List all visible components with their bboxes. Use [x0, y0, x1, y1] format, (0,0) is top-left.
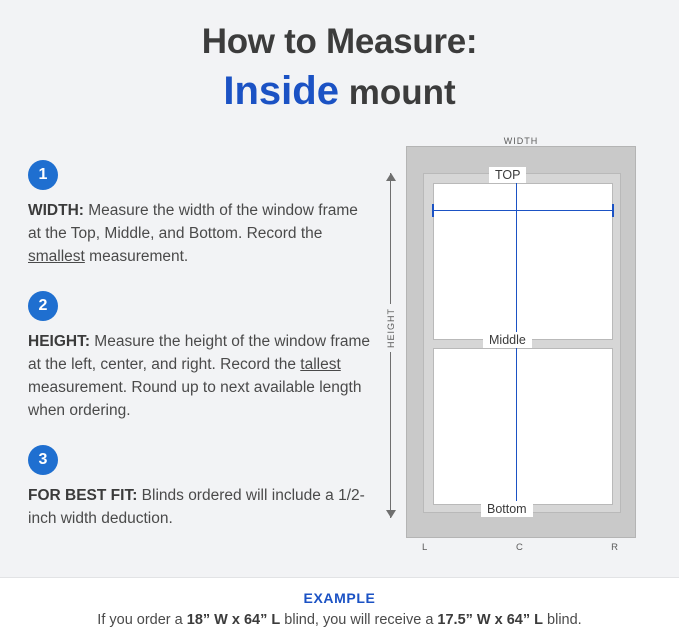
height-arrow-top-cap-icon	[386, 173, 396, 181]
step-2-badge: 2	[28, 291, 58, 321]
example-text-part1: If you order a	[97, 612, 187, 628]
measure-label-middle: Middle	[483, 332, 532, 348]
axis-letter-left: L	[422, 542, 428, 553]
example-order-size: 18” W x 64” L	[186, 612, 281, 628]
step-2-text-part1: Measure the height of the window frame at the left, center, and right. Record the	[28, 332, 371, 373]
width-dimension-label	[406, 136, 636, 146]
step-1-text-part2: measurement.	[84, 247, 189, 265]
step-1	[28, 160, 373, 269]
example-received-size: 17.5” W x 64” L	[437, 612, 543, 628]
measure-label-top: TOP	[489, 167, 526, 183]
step-2-label: HEIGHT:	[28, 332, 90, 350]
step-2-underlined: tallest	[300, 355, 341, 373]
guide-line-width-top	[432, 210, 614, 211]
title-line-2	[0, 66, 679, 116]
step-3-text-part1: Blinds ordered will include a 1/2-inch width deduction.	[28, 486, 365, 527]
example-text-part2: blind, you will receive a	[280, 612, 438, 628]
title-line-1: How to Measure:	[201, 22, 478, 61]
example-text	[0, 612, 679, 628]
guide-tick-width-top-right	[612, 204, 614, 217]
axis-letter-right: R	[611, 542, 618, 553]
step-2-text	[28, 331, 373, 423]
steps-list	[28, 160, 373, 552]
step-1-underlined: smallest	[28, 247, 85, 265]
example-title: EXAMPLE	[303, 590, 376, 606]
step-3-label: FOR BEST FIT:	[28, 486, 138, 504]
example-footer	[0, 577, 679, 642]
step-1-label: WIDTH:	[28, 202, 84, 219]
window-pane-bottom	[433, 348, 613, 505]
width-dimension-label-text: WIDTH	[498, 136, 545, 146]
step-2	[28, 291, 373, 423]
step-1-badge: 1	[28, 160, 58, 190]
window-diagram	[378, 128, 653, 558]
window-frame-outer	[406, 146, 636, 538]
axis-letter-center: C	[516, 542, 523, 553]
window-pane-top	[433, 183, 613, 340]
step-3-badge: 3	[28, 445, 58, 475]
height-arrow-bottom-cap-icon	[386, 510, 396, 518]
page-title	[0, 22, 679, 116]
title-emphasis: Inside	[223, 69, 339, 114]
measure-label-bottom: Bottom	[481, 501, 533, 517]
axis-letters	[406, 542, 636, 556]
title-line-2-rest: mount	[338, 73, 456, 113]
step-1-text	[28, 200, 373, 269]
height-dimension-arrow	[383, 173, 399, 518]
example-text-part3: blind.	[543, 612, 582, 628]
step-1-text-part1: Measure the width of the window frame at the Top, Middle, and Bottom. Record the	[28, 202, 358, 242]
guide-tick-width-top-left	[432, 204, 434, 217]
step-3	[28, 445, 373, 531]
height-dimension-label: HEIGHT	[386, 304, 396, 352]
step-2-text-part2: measurement. Round up to next available length when ordering.	[28, 378, 362, 419]
step-3-text	[28, 485, 373, 531]
